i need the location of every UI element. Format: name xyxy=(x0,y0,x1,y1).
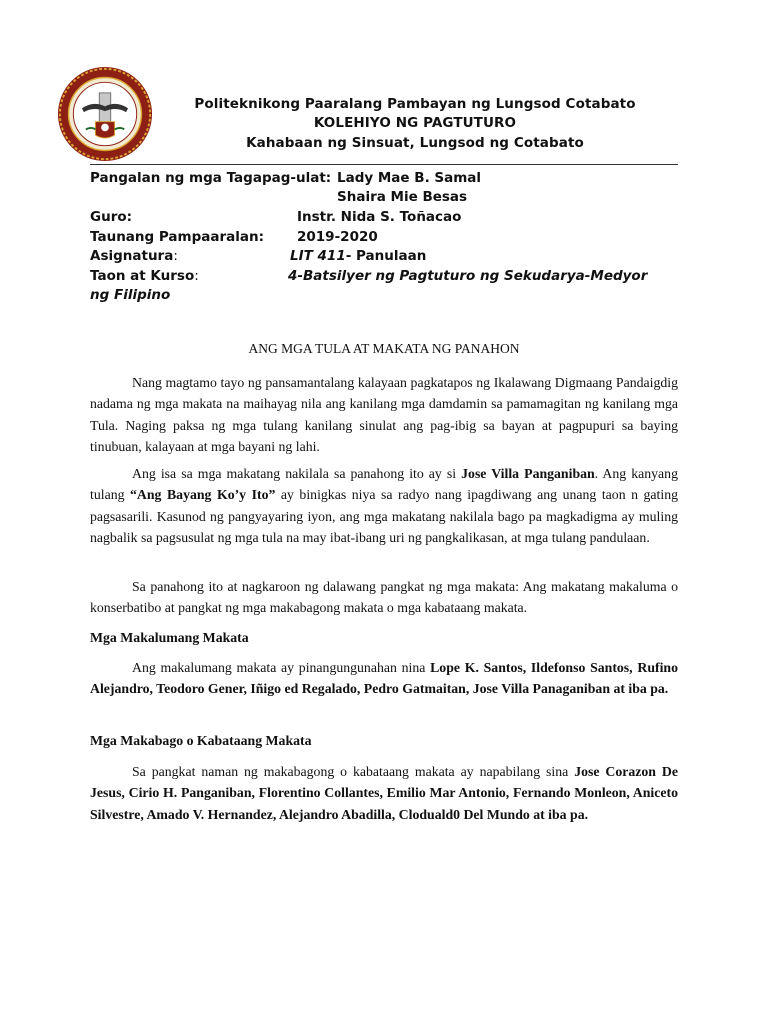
header-divider xyxy=(90,164,678,165)
schoolyear-label: Taunang Pampaaralan: xyxy=(90,229,264,245)
section-heading-makaluma: Mga Makalumang Makata xyxy=(90,630,249,645)
course-value-line1: 4-Batsilyer ng Pagtuturo ng Sekudarya-Medyor xyxy=(288,268,648,284)
reporter-2: Shaira Mie Besas xyxy=(337,189,468,205)
college-name: KOLEHIYO NG PAGTUTURO xyxy=(313,115,517,131)
subject-value: LIT 411- Panulaan xyxy=(290,248,427,264)
teacher-name: Instr. Nida S. Toñacao xyxy=(297,209,462,225)
paragraph-4: Ang makalumang makata ay pinangungunahan nina Lope K. Santos, Ildefonso Santos, Rufino Alejandro, Teodoro Gener, Iñigo ed Regalado, Pedro Gatmaitan, Jose Villa Panaganiban at iba pa. xyxy=(90,660,678,697)
school-name: Politeknikong Paaralang Pambayan ng Lungsod Cotabato xyxy=(194,96,636,112)
teacher-label: Guro: xyxy=(90,209,133,225)
course-value-line2: ng Filipino xyxy=(90,287,171,303)
schoolyear-value: 2019-2020 xyxy=(297,229,378,245)
section-heading-makabago: Mga Makabago o Kabataang Makata xyxy=(90,733,312,748)
subject-label: Asignatura: xyxy=(90,248,178,264)
school-seal-logo xyxy=(57,66,153,162)
paragraph-5: Sa pangkat naman ng makabagong o kabataang makata ay napabilang sina Jose Corazon De Jesus, Cirio H. Panganiban, Florentino Collantes, Emilio Mar Antonio, Fernando Monleon, Aniceto Silvestre, Amado V. Hernandez, Alejandro Abadilla, Cloduald0 Del Mundo at iba pa. xyxy=(90,764,678,822)
paragraph-2: Ang isa sa mga makatang nakilala sa panahong ito ay si Jose Villa Panganiban. Ang kanyang tulang “Ang Bayang Ko’y Ito” ay binigkas niya sa radyo nang ipagdiwang ang unang taon n gating pagsasarili. Kasunod ng pangyayaring iyon, ang mga makatang nakilala bago pa magkadigma ay muling nagbalik sa pagsusulat ng mga tula na may ibat-ibang uri ng pangkalikasan, at mga tulang pandulaan. xyxy=(90,466,679,545)
paragraph-3: Sa panahong ito at nagkaroon ng dalawang pangkat ng mga makata: Ang makatang makaluma o konserbatibo at pangkat ng mga makabagong makata o mga kabataang makata. xyxy=(90,579,678,616)
paragraph-1: Nang magtamo tayo ng pansamantalang kalayaan pagkatapos ng Ikalawang Digmaang Pandaigdig nadama ng mga makata na maihayag nila ang kanilang mga damdamin sa pamamagitan ng kanilang mga Tula. Naging paksa ng mga tulang kanilang sinulat ang pag-ibig sa bayan at pagpupuri sa baying tinubuan, kalayaan at mga bayani ng lahi. xyxy=(90,375,678,454)
reporters-label: Pangalan ng mga Tagapag-ulat: xyxy=(90,170,332,186)
reporter-1: Lady Mae B. Samal xyxy=(337,170,482,186)
document-title: ANG MGA TULA AT MAKATA NG PANAHON xyxy=(248,341,520,356)
course-label: Taon at Kurso: xyxy=(90,268,199,284)
school-address: Kahabaan ng Sinsuat, Lungsod ng Cotabato xyxy=(246,135,584,151)
